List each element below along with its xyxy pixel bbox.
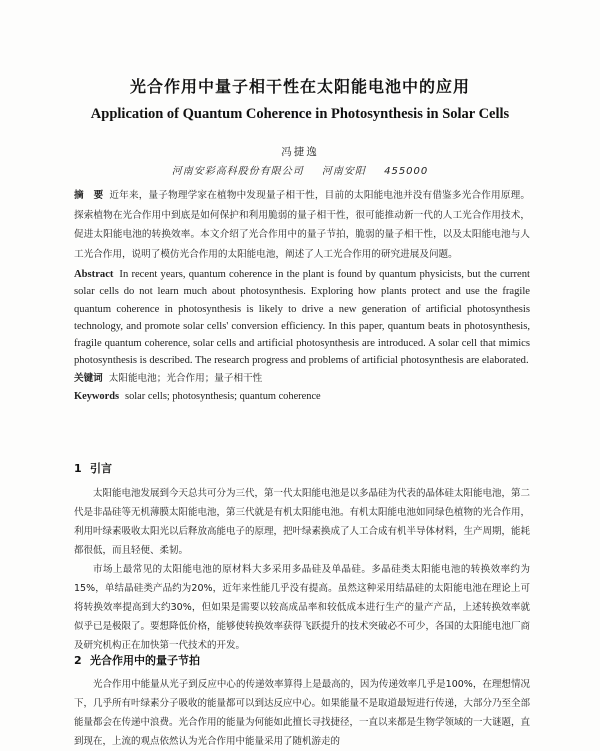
title-chinese: 光合作用中量子相干性在太阳能电池中的应用: [129, 77, 470, 96]
section-2-paragraph: 光合作用中能量从光子到反应中心的传递效率算得上是最高的，因为传递效率几乎是100%，在理想情况下，几乎所有叶绿素分子吸收的能量都可以到达反应中心。如果能量不是取道最短进行传递，大部分乃至全部能量都会在传递中浪费。光合作用的能量为何能如此擅长寻找捷径，一直以来都是生物学领域的一大谜题，直到现在，上流的观点依然认为光合作用中能量采用了随机游走的: [74, 679, 531, 747]
abstract-english-text: In recent years, quantum coherence in the plant is found by quantum physicists, but the current solar cells do not learn much about photosynthesis. Exploring how plants protect and use the fragile quantum coherence in photosynthesis is likely to drive a new generation of artificial photosynthesis technology, and promote solar cells' conversion efficiency. In this paper, quantum beats in photosynthesis, fragile quantum coherence, solar cells and artificial photosynthesis are introduced. A solar cell that mimics photosynthesis is described. The research progress and problems of artificial photosynthesis are elaborated.: [74, 269, 530, 367]
keywords-chinese-text: 太阳能电池；光合作用；量子相干性: [108, 372, 263, 384]
affiliation-postcode: 455000: [384, 166, 429, 177]
affiliation-city: 河南安阳: [321, 166, 366, 177]
section-2-heading: [74, 652, 200, 668]
section-1-title: 引言: [90, 462, 112, 475]
keywords-chinese-label: 关键词: [74, 372, 103, 384]
affiliation-company: 河南安彩高科股份有限公司: [171, 166, 304, 177]
abstract-english: [74, 266, 530, 370]
section-1-paragraph: 市场上最常见的太阳能电池的原材料大多采用多晶硅及单晶硅。多晶硅类太阳能电池的转换效率约为15%，单结晶硅类产品约为20%，近年来性能几乎没有提高。虽然这种采用结晶硅的太阳能电池在理论上可将转换效率提高到大约30%，但如果是需要以较高成品率和较低成本进行生产的量产产品，上述转换效率就似乎已是极限了。要想降低价格，能够使转换效率获得飞跃提升的技术突破必不可少，各国的太阳能电池厂商及研究机构正在加快第一代技术的开发。: [74, 564, 531, 651]
title-english: Application of Quantum Coherence in Photosynthesis in Solar Cells: [90, 106, 510, 122]
keywords-english-text: solar cells; photosynthesis; quantum coherence: [125, 390, 321, 402]
abstract-chinese-text: 近年来，量子物理学家在植物中发现量子相干性，目前的太阳能电池并没有借鉴多光合作用原理。探索植物在光合作用中到底是如何保护和利用脆弱的量子相干性，很可能推动新一代的人工光合作用技术，促进太阳能电池的转换效率。本文介绍了光合作用中的量子节拍，脆弱的量子相干性，以及太阳能电池与人工光合作用，说明了模仿光合作用的太阳能电池，阐述了人工光合作用的研究进展及问题。: [74, 190, 531, 260]
author-name: 冯捷逸: [281, 146, 319, 158]
section-2-title: 光合作用中的量子节拍: [90, 654, 200, 667]
abstract-block: [74, 186, 530, 405]
section-1-heading: [74, 460, 112, 476]
section-1-paragraph: 太阳能电池发展到今天总共可分为三代，第一代太阳能电池是以多晶硅为代表的晶体硅太阳能电池，第二代是非晶硅等无机薄膜太阳能电池，第三代就是有机太阳能电池。有机太阳能电池如同绿色植物的光合作用，利用叶绿素吸收太阳光以后释放高能电子的原理，把叶绿素换成了人工合成有机半导体材料，生产周期，能耗都很低，而且轻便、柔韧。: [74, 488, 531, 556]
keywords-english-label: Keywords: [74, 390, 120, 402]
section-1-number: 1: [74, 462, 82, 475]
abstract-chinese: [74, 186, 530, 264]
affiliation-line: [0, 162, 600, 177]
keywords-english: [74, 388, 530, 405]
abstract-chinese-label: 摘 要: [74, 190, 104, 201]
section-2-number: 2: [74, 654, 82, 667]
abstract-english-label: Abstract: [74, 269, 114, 280]
keywords-chinese: [74, 370, 530, 388]
